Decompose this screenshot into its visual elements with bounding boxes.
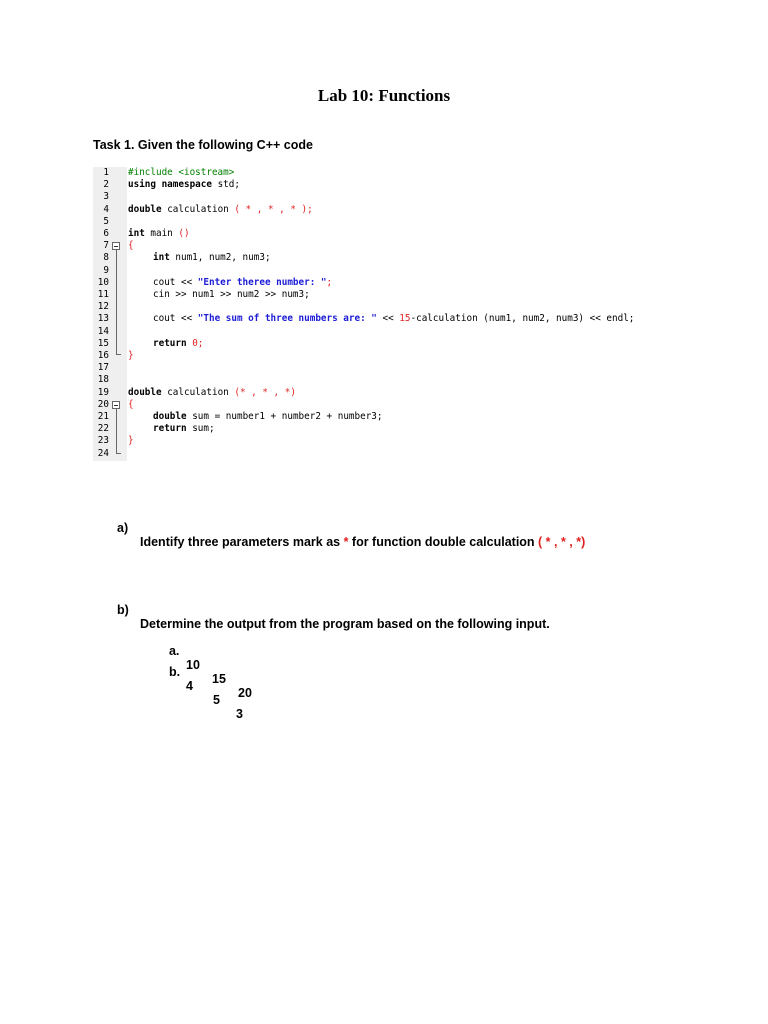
line-number: 1 [103, 167, 109, 178]
line-number: 20 [97, 398, 109, 410]
input-value: 5 [213, 693, 220, 707]
line-number: 17 [97, 362, 109, 374]
code-line-4: double calculation ( * , * , * ); [128, 203, 313, 215]
code-line-8: int num1, num2, num3; [153, 252, 271, 264]
line-number: 15 [97, 337, 109, 349]
collapse-main-icon[interactable] [112, 242, 120, 250]
input-label: a. [168, 644, 180, 658]
code-line-15: return 0; [153, 337, 204, 349]
code-line-20: { [128, 398, 134, 410]
question-b-text: Determine the output from the program based on the following input. [140, 617, 550, 631]
line-number: 13 [97, 313, 109, 325]
code-line-22: return sum; [153, 423, 215, 435]
line-number: 18 [97, 374, 109, 386]
input-value: 10 [186, 658, 200, 672]
line-number: 7 [103, 240, 109, 252]
line-number: 23 [97, 435, 109, 447]
code-line-16: } [128, 350, 134, 361]
question-a [117, 507, 677, 549]
line-number: 9 [103, 264, 109, 276]
code-line-7: { [128, 240, 134, 252]
fold-end [116, 453, 121, 454]
line-number: 6 [103, 228, 109, 239]
input-label: b. [168, 665, 181, 679]
line-number: 2 [103, 179, 109, 191]
input-value: 4 [186, 679, 193, 693]
line-number: 12 [97, 301, 109, 313]
code-line-1: #include <iostream> [128, 167, 235, 178]
fold-guide [116, 409, 117, 453]
question-a-label: a) [117, 521, 129, 535]
line-number: 10 [97, 276, 109, 288]
code-line-19: double calculation (* , * , *) [128, 386, 296, 398]
fold-end [116, 354, 121, 355]
fold-guide [116, 250, 117, 354]
document-title: Lab 10: Functions [317, 86, 451, 105]
code-line-10: cout << "Enter theree number: "; [153, 276, 333, 288]
line-number: 3 [103, 191, 109, 203]
question-b [117, 589, 677, 631]
line-number: 14 [97, 325, 109, 337]
code-line-13: cout << "The sum of three numbers are: " << 15-calculation (num1, num2, num3) << endl; [153, 313, 635, 325]
question-b-label: b) [117, 603, 129, 617]
line-number: 16 [97, 350, 109, 361]
collapse-calculation-icon[interactable] [112, 401, 120, 409]
line-number: 4 [103, 203, 109, 215]
input-value: 20 [238, 686, 252, 700]
code-line-23: } [128, 435, 134, 447]
line-number: 11 [97, 289, 109, 300]
code-line-2: using namespace std; [128, 179, 240, 191]
line-number: 21 [97, 411, 109, 422]
line-number: 24 [97, 447, 109, 459]
line-number: 19 [97, 386, 109, 398]
code-line-11: cin >> num1 >> num2 >> num3; [153, 289, 310, 300]
line-number: 22 [97, 423, 109, 435]
code-line-21: double sum = number1 + number2 + number3; [153, 411, 383, 422]
input-value: 15 [212, 672, 226, 686]
line-number: 5 [103, 215, 109, 227]
input-value: 3 [236, 707, 243, 721]
task-heading: Task 1. Given the following C++ code [93, 138, 313, 152]
code-line-6: int main () [128, 228, 190, 239]
line-number: 8 [103, 252, 109, 264]
code-listing [93, 167, 693, 461]
question-a-text: Identify three parameters mark as * for function double calculation ( * , * , *) [140, 535, 586, 549]
